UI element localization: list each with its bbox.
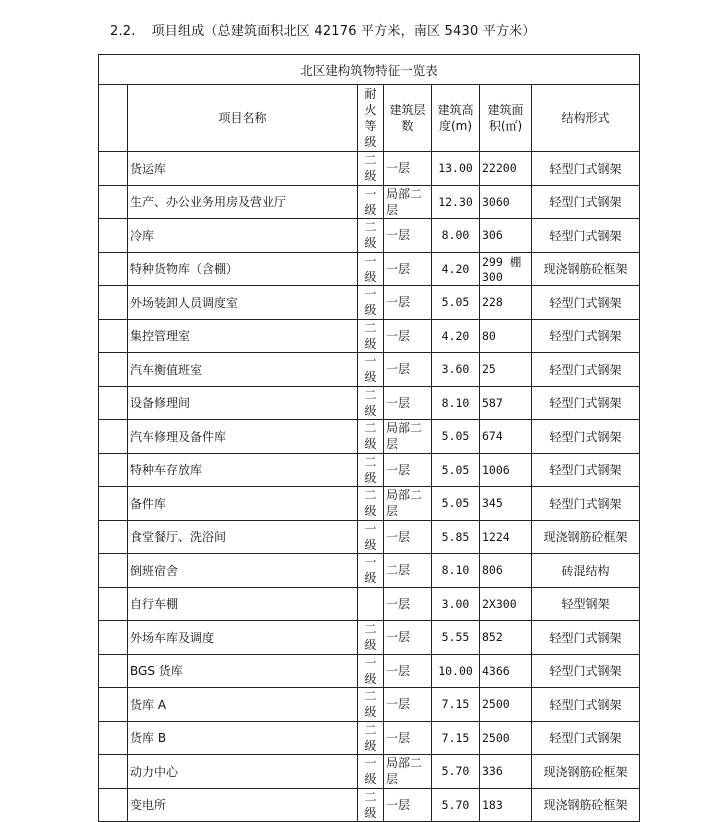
row-blank-cell (99, 453, 128, 487)
row-blank-cell (99, 152, 128, 186)
row-fire-rating: 二级 (358, 688, 384, 722)
row-floors: 一层 (384, 688, 432, 722)
row-name: 设备修理间 (128, 386, 358, 420)
row-blank-cell (99, 788, 128, 822)
row-area: 2X300 (480, 587, 532, 621)
row-area: 852 (480, 621, 532, 655)
row-floors: 局部二层 (384, 487, 432, 521)
section-heading (110, 20, 536, 39)
row-fire-rating: 一级 (358, 286, 384, 320)
row-name: 冷库 (128, 219, 358, 253)
row-structure: 轻型门式钢架 (532, 319, 640, 353)
row-structure: 现浇钢筋砼框架 (532, 252, 640, 286)
row-blank-cell (99, 219, 128, 253)
row-floors: 一层 (384, 386, 432, 420)
row-floors: 一层 (384, 654, 432, 688)
row-floors: 局部二层 (384, 420, 432, 454)
section-title: 项目组成（总建筑面积北区 42176 平方米，南区 5430 平方米） (151, 24, 536, 39)
row-area: 587 (480, 386, 532, 420)
row-fire-rating: 一级 (358, 252, 384, 286)
row-name: 外场车库及调度 (128, 621, 358, 655)
row-blank-cell (99, 688, 128, 722)
row-area: 4366 (480, 654, 532, 688)
row-blank-cell (99, 286, 128, 320)
row-height: 4.20 (432, 252, 480, 286)
row-blank-cell (99, 587, 128, 621)
table-row (99, 621, 640, 655)
row-blank-cell (99, 755, 128, 789)
row-structure: 轻型门式钢架 (532, 721, 640, 755)
row-name: 外场装卸人员调度室 (128, 286, 358, 320)
buildings-table (98, 54, 640, 822)
row-floors: 一层 (384, 252, 432, 286)
row-height: 8.00 (432, 219, 480, 253)
row-structure: 轻型门式钢架 (532, 621, 640, 655)
row-blank-cell (99, 554, 128, 588)
row-floors: 一层 (384, 152, 432, 186)
row-structure: 轻型门式钢架 (532, 487, 640, 521)
row-area: 306 (480, 219, 532, 253)
row-name: 特种车存放库 (128, 453, 358, 487)
table-row (99, 185, 640, 219)
table-row (99, 319, 640, 353)
table-row (99, 152, 640, 186)
row-blank-cell (99, 487, 128, 521)
row-height: 3.00 (432, 587, 480, 621)
header-floors: 建筑层数 (384, 85, 432, 152)
row-height: 5.70 (432, 755, 480, 789)
table-row (99, 453, 640, 487)
row-blank-cell (99, 185, 128, 219)
row-fire-rating: 二级 (358, 453, 384, 487)
row-area: 345 (480, 487, 532, 521)
row-height: 5.55 (432, 621, 480, 655)
row-height: 5.70 (432, 788, 480, 822)
row-blank-cell (99, 721, 128, 755)
row-blank-cell (99, 520, 128, 554)
table-row (99, 721, 640, 755)
row-structure: 轻型钢架 (532, 587, 640, 621)
table-row (99, 286, 640, 320)
row-area: 336 (480, 755, 532, 789)
row-name: 汽车修理及备件库 (128, 420, 358, 454)
row-floors: 二层 (384, 554, 432, 588)
row-height: 7.15 (432, 721, 480, 755)
table-row (99, 587, 640, 621)
table-row (99, 688, 640, 722)
row-name: 自行车棚 (128, 587, 358, 621)
row-structure: 现浇钢筋砼框架 (532, 788, 640, 822)
row-area: 2500 (480, 721, 532, 755)
row-structure: 轻型门式钢架 (532, 688, 640, 722)
row-name: 货库 B (128, 721, 358, 755)
row-fire-rating: 一级 (358, 755, 384, 789)
table-row (99, 420, 640, 454)
row-fire-rating: 一级 (358, 520, 384, 554)
table-row (99, 219, 640, 253)
row-height: 3.60 (432, 353, 480, 387)
row-floors: 局部二层 (384, 755, 432, 789)
row-fire-rating: 二级 (358, 621, 384, 655)
row-name: 生产、办公业务用房及营业厅 (128, 185, 358, 219)
header-blank (99, 85, 128, 152)
table-row (99, 252, 640, 286)
row-height: 10.00 (432, 654, 480, 688)
row-fire-rating: 二级 (358, 219, 384, 253)
row-floors: 一层 (384, 520, 432, 554)
row-height: 5.05 (432, 487, 480, 521)
row-structure: 现浇钢筋砼框架 (532, 755, 640, 789)
row-height: 8.10 (432, 386, 480, 420)
table-row (99, 520, 640, 554)
row-fire-rating: 二级 (358, 152, 384, 186)
table-header-row (99, 85, 640, 152)
row-name: 动力中心 (128, 755, 358, 789)
section-number: 2.2. (110, 24, 136, 39)
row-area: 2500 (480, 688, 532, 722)
row-structure: 轻型门式钢架 (532, 353, 640, 387)
row-floors: 局部二层 (384, 185, 432, 219)
row-height: 12.30 (432, 185, 480, 219)
row-area: 1224 (480, 520, 532, 554)
row-area: 25 (480, 353, 532, 387)
header-structure: 结构形式 (532, 85, 640, 152)
row-height: 13.00 (432, 152, 480, 186)
row-height: 7.15 (432, 688, 480, 722)
row-fire-rating: 二级 (358, 386, 384, 420)
row-blank-cell (99, 621, 128, 655)
row-fire-rating: 二级 (358, 487, 384, 521)
row-structure: 轻型门式钢架 (532, 286, 640, 320)
row-floors: 一层 (384, 353, 432, 387)
row-structure: 轻型门式钢架 (532, 386, 640, 420)
row-area: 228 (480, 286, 532, 320)
row-name: 集控管理室 (128, 319, 358, 353)
table-row (99, 788, 640, 822)
row-height: 5.05 (432, 453, 480, 487)
row-name: 货库 A (128, 688, 358, 722)
row-area: 299 棚300 (480, 252, 532, 286)
row-name: 特种货物库（含棚） (128, 252, 358, 286)
row-floors: 一层 (384, 621, 432, 655)
header-name: 项目名称 (128, 85, 358, 152)
header-area: 建筑面积(㎡) (480, 85, 532, 152)
row-blank-cell (99, 252, 128, 286)
row-name: 倒班宿舍 (128, 554, 358, 588)
row-fire-rating: 二级 (358, 721, 384, 755)
row-name: 食堂餐厅、洗浴间 (128, 520, 358, 554)
row-area: 22200 (480, 152, 532, 186)
table-row (99, 755, 640, 789)
row-structure: 现浇钢筋砼框架 (532, 520, 640, 554)
table-row (99, 386, 640, 420)
table-row (99, 487, 640, 521)
row-fire-rating: 二级 (358, 319, 384, 353)
row-area: 1006 (480, 453, 532, 487)
row-blank-cell (99, 420, 128, 454)
table-row (99, 353, 640, 387)
table-row (99, 554, 640, 588)
row-floors: 一层 (384, 453, 432, 487)
row-name: 货运库 (128, 152, 358, 186)
header-fire-rating: 耐火等级 (358, 85, 384, 152)
row-area: 3060 (480, 185, 532, 219)
row-floors: 一层 (384, 788, 432, 822)
row-blank-cell (99, 353, 128, 387)
row-structure: 轻型门式钢架 (532, 219, 640, 253)
row-blank-cell (99, 654, 128, 688)
row-height: 4.20 (432, 319, 480, 353)
row-structure: 轻型门式钢架 (532, 152, 640, 186)
row-name: 汽车衡值班室 (128, 353, 358, 387)
row-fire-rating: 一级 (358, 185, 384, 219)
row-fire-rating: 一级 (358, 353, 384, 387)
row-area: 183 (480, 788, 532, 822)
row-area: 674 (480, 420, 532, 454)
row-floors: 一层 (384, 286, 432, 320)
table-row (99, 654, 640, 688)
row-fire-rating: 二级 (358, 420, 384, 454)
table-caption-row (99, 55, 640, 85)
row-name: 变电所 (128, 788, 358, 822)
row-fire-rating: 一级 (358, 654, 384, 688)
row-height: 5.05 (432, 420, 480, 454)
row-height: 5.05 (432, 286, 480, 320)
row-floors: 一层 (384, 319, 432, 353)
header-height: 建筑高度(m) (432, 85, 480, 152)
row-name: 备件库 (128, 487, 358, 521)
row-name: BGS 货库 (128, 654, 358, 688)
row-structure: 轻型门式钢架 (532, 185, 640, 219)
row-structure: 砖混结构 (532, 554, 640, 588)
row-floors: 一层 (384, 587, 432, 621)
row-floors: 一层 (384, 721, 432, 755)
row-structure: 轻型门式钢架 (532, 654, 640, 688)
row-area: 806 (480, 554, 532, 588)
row-fire-rating (358, 587, 384, 621)
row-height: 8.10 (432, 554, 480, 588)
row-structure: 轻型门式钢架 (532, 420, 640, 454)
row-blank-cell (99, 386, 128, 420)
row-height: 5.85 (432, 520, 480, 554)
row-fire-rating: 一级 (358, 554, 384, 588)
row-fire-rating: 二级 (358, 788, 384, 822)
row-blank-cell (99, 319, 128, 353)
row-floors: 一层 (384, 219, 432, 253)
row-structure: 轻型门式钢架 (532, 453, 640, 487)
row-area: 80 (480, 319, 532, 353)
table-caption: 北区建构筑物特征一览表 (99, 55, 640, 85)
